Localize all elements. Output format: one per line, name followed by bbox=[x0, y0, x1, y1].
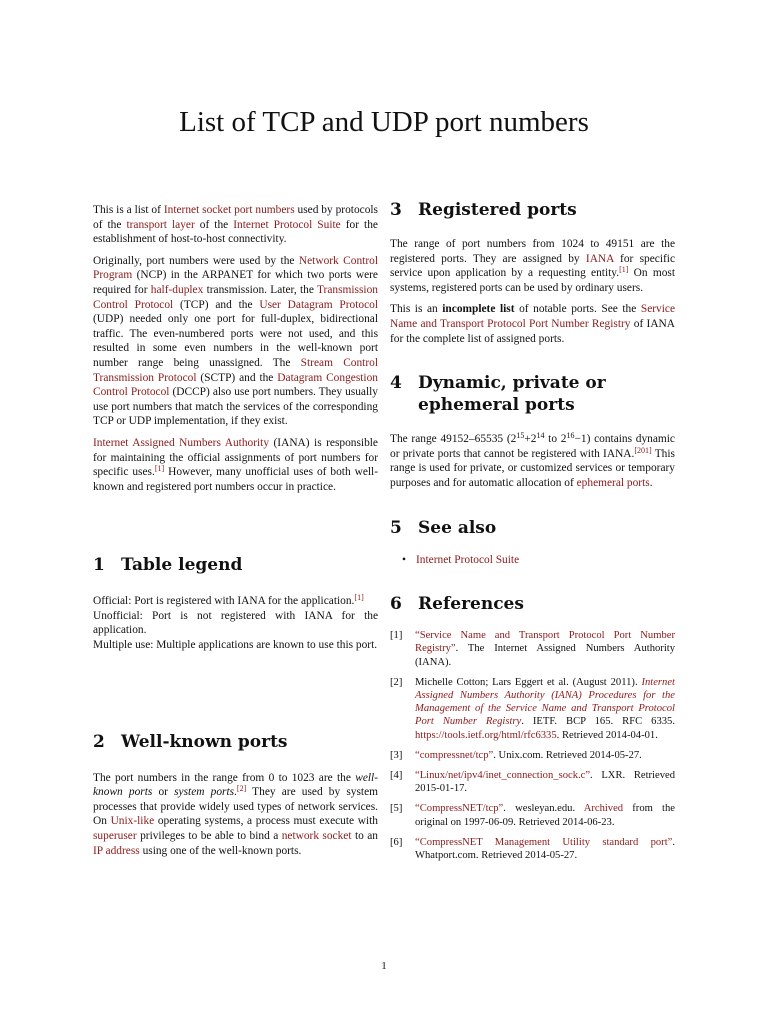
link-udp[interactable]: User Datagram Protocol bbox=[259, 298, 378, 311]
citation-1[interactable]: [1] bbox=[154, 464, 165, 474]
section-heading-dynamic-ports: 4 Dynamic, private or ephemeral ports bbox=[390, 373, 606, 416]
link-internet-socket-port-numbers[interactable]: Internet socket port numbers bbox=[163, 204, 295, 216]
link-iana[interactable]: Internet Assigned Numbers Authority bbox=[93, 436, 270, 449]
registered-ports-paragraph-2: This is an incomplete list of notable ports. See the Service Name and Transport Protocol Port Number Registry of IANA for the complete list of assigned ports. bbox=[390, 303, 676, 345]
link-iana[interactable]: IANA bbox=[585, 252, 614, 265]
link-half-duplex[interactable]: half-duplex bbox=[150, 283, 204, 296]
reference-3-link[interactable]: “compressnet/tcp” bbox=[415, 749, 494, 761]
section-heading-references: 6 References bbox=[390, 594, 524, 615]
link-network-control-program[interactable]: Network Control Program bbox=[93, 254, 378, 282]
page-title: List of TCP and UDP port numbers bbox=[179, 106, 589, 138]
reference-3: [3] “compressnet/tcp”. Unix.com. Retrieved 2014-05-27. bbox=[390, 749, 642, 761]
reference-6-link[interactable]: “CompressNET Management Utility standard port” bbox=[415, 836, 673, 848]
reference-5-archived-link[interactable]: Archived bbox=[583, 803, 624, 815]
link-tcp[interactable]: Transmission Control Protocol bbox=[93, 283, 378, 311]
right-column bbox=[390, 200, 676, 869]
section-heading-table-legend: 1 Table legend bbox=[93, 555, 243, 576]
reference-4-link[interactable]: “Linux/net/ipv4/inet_connection_sock.c” bbox=[415, 769, 591, 781]
reference-5: [5] “CompressNET/tcp”. wesleyan.edu. Archived from the original on 1997-06-09. Retrieved 2014-06-23. bbox=[390, 803, 675, 828]
reference-6: [6] “CompressNET Management Utility standard port”. Whatport.com. Retrieved 2014-05-27. bbox=[390, 836, 675, 861]
page-number: 1 bbox=[381, 960, 387, 972]
reference-5-link[interactable]: “CompressNET/tcp” bbox=[415, 803, 504, 815]
section-heading-see-also: 5 See also bbox=[390, 517, 497, 538]
link-sctp[interactable]: Stream Control Transmission Protocol bbox=[93, 356, 379, 384]
link-internet-protocol-suite[interactable]: Internet Protocol Suite bbox=[233, 218, 341, 231]
link-internet-protocol-suite[interactable]: Internet Protocol Suite bbox=[416, 553, 520, 566]
legend-official: Official: Port is registered with IANA for the application.[1] bbox=[93, 593, 364, 608]
well-known-ports-paragraph: The port numbers in the range from 0 to 1023 are the well-known ports or system ports.[2] They are used by system processes that provide widely used types of network services. On Unix-like operating systems, a process must execute with superuser privileges to be able to bind a network socket to an IP address using one of the well-known ports. bbox=[93, 771, 378, 857]
citation-1[interactable]: [1] bbox=[619, 265, 629, 275]
reference-2: [2] Michelle Cotton; Lars Eggert et al. (August 2011). Internet Assigned Numbers Authority (IANA) Procedures for the Management of the Service Name and Transport Protocol Port Number Registry. IETF. BCP 165. RFC 6335. https://tools.ietf.org/html/rfc6335. Retrieved 2014-04-01. bbox=[390, 676, 675, 741]
dynamic-ports-paragraph: The range 49152–65535 ($2^{15}+2^{14}$ to $2^{16}-1$) contains dynamic or private ports that cannot be registered with IANA.[201] This range is used for private, or customized services or temporary purposes and for automatic allocation of ephemeral ports. bbox=[390, 431, 675, 489]
link-iana-registry[interactable]: Service Name and Transport Protocol Port Number Registry bbox=[390, 303, 676, 330]
intro-paragraph-2: Originally, port numbers were used by the Network Control Program (NCP) in the ARPANET for which two ports were required for half-duplex transmission. Later, the Transmission Control Protocol (TCP) and the User Datagram Protocol (UDP) needed only one port for full-duplex, bidirectional traffic. The even-numbered ports were not used, and this resulted in some even numbers in the well-known port number range being unassigned. The Stream Control Transmission Protocol (SCTP) and the Datagram Congestion Control Protocol (DCCP) also use port numbers. They usually use port numbers that match the services of the corresponding TCP or UDP implementation, if they exist. bbox=[93, 254, 379, 428]
see-also-list bbox=[390, 553, 675, 568]
citation-201[interactable]: [201] bbox=[634, 445, 652, 455]
intro-paragraph-1: This is a list of Internet socket port numbers used by protocols of the transport layer of the Internet Protocol Suite for the establishment of host-to-host connectivity. bbox=[93, 204, 378, 246]
legend-unofficial: Unofficial: Port is not registered with IANA for the application. bbox=[93, 609, 378, 637]
link-superuser[interactable]: superuser bbox=[93, 830, 137, 843]
section-heading-registered-ports: 3 Registered ports bbox=[390, 200, 577, 220]
citation-2[interactable]: [2] bbox=[236, 784, 247, 794]
link-ip-address[interactable]: IP address bbox=[93, 844, 140, 857]
link-unix-like[interactable]: Unix-like bbox=[110, 815, 155, 828]
section-heading-well-known-ports: 2 Well-known ports bbox=[93, 731, 288, 752]
registered-ports-paragraph-1: The range of port numbers from 1024 to 49151 are the registered ports. They are assigned by IANA for specific service upon application by a requesting entity.[1] On most systems, registered ports can be used by ordinary users. bbox=[390, 238, 675, 294]
link-transport-layer[interactable]: transport layer bbox=[126, 218, 195, 231]
reference-1: [1] “Service Name and Transport Protocol Port Number Registry”. The Internet Assigned Numbers Authority (IANA). bbox=[390, 630, 675, 668]
legend-multiple-use: Multiple use: Multiple applications are known to use this port. bbox=[93, 639, 378, 652]
reference-2-url[interactable]: https://tools.ietf.org/html/rfc6335 bbox=[415, 729, 557, 741]
link-ephemeral-ports[interactable]: ephemeral ports bbox=[576, 476, 650, 489]
reference-1-link[interactable]: “Service Name and Transport Protocol Port Number Registry” bbox=[415, 630, 675, 655]
citation-1[interactable]: [1] bbox=[354, 593, 364, 603]
link-network-socket[interactable]: network socket bbox=[281, 830, 352, 843]
list-item bbox=[416, 553, 675, 568]
intro-paragraph-3: Internet Assigned Numbers Authority (IANA) is responsible for maintaining the official assignments of port numbers for specific uses.[1] However, many unofficial uses of both well-known and registered port numbers occur in practice. bbox=[93, 436, 378, 493]
reference-2-link[interactable]: Internet Assigned Numbers Authority (IANA) Procedures for the Management of the Service Name and Transport Protocol Port Number Registry bbox=[415, 676, 675, 728]
left-column bbox=[93, 203, 378, 865]
link-dccp[interactable]: Datagram Congestion Control Protocol bbox=[93, 371, 378, 399]
reference-4: [4] “Linux/net/ipv4/inet_connection_sock.c”. LXR. Retrieved 2015-01-17. bbox=[390, 769, 675, 795]
